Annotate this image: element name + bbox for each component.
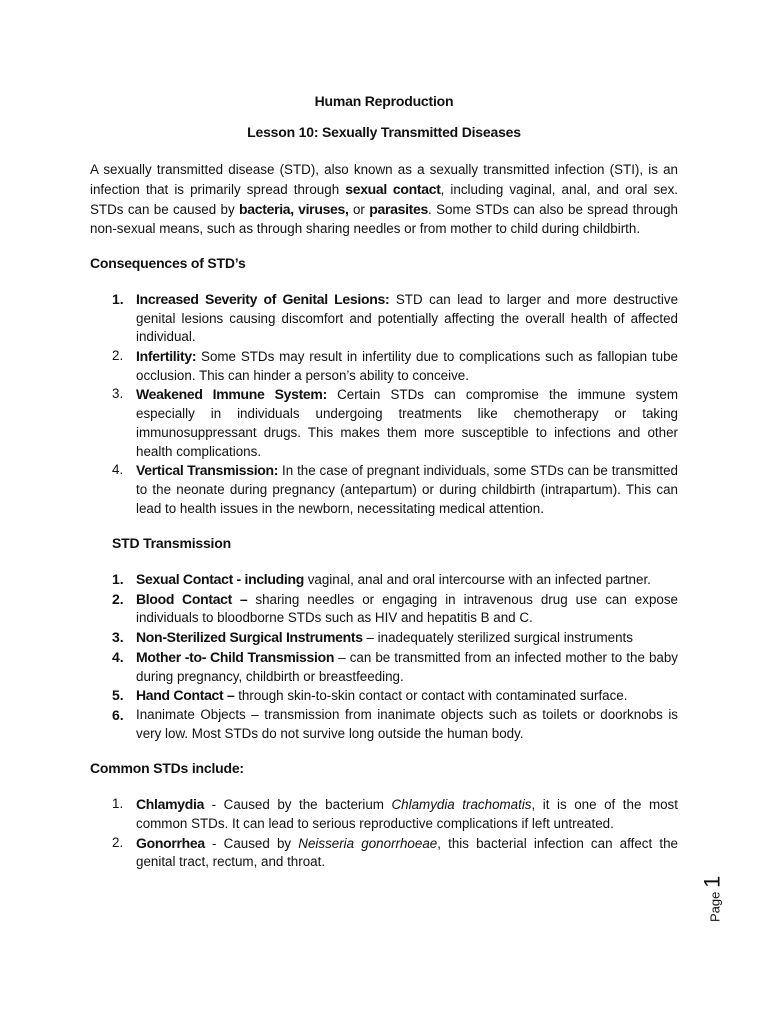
list-item [90, 834, 678, 872]
list-number: 2. [112, 590, 124, 607]
list-item-term: Mother -to- Child Transmission [136, 648, 335, 665]
intro-text: or [348, 201, 370, 217]
intro-text: , including vaginal, anal, and oral sex. STDs can be caused by [90, 182, 678, 217]
page-number-footer [699, 870, 733, 930]
common-stds-list [90, 795, 678, 872]
list-item [90, 570, 678, 590]
list-number: 2. [112, 834, 124, 850]
list-item-text: , it is one of the most common STDs. It can lead to serious reproductive complications if left untreated. [136, 797, 678, 831]
list-item-text: In the case of pregnant individuals, some STDs can be transmitted to the neonate during pregnancy (antepartum) or during childbirth (intrapartum). This can lead to health issues in the newborn, necessitating medical attention. [136, 463, 678, 516]
page-label: Page [707, 891, 723, 923]
list-number: 1. [112, 571, 124, 588]
list-item-text: sharing needles or engaging in intravenous drug use can expose individuals to bloodborne STDs such as HIV and hepatitis B and C. [136, 591, 678, 626]
list-item-term: Chlamydia [136, 796, 205, 813]
list-item-term: Non-Sterilized Surgical Instruments [136, 629, 363, 646]
list-item [90, 385, 678, 461]
list-item-text: through skin-to-skin contact or contact with contaminated surface. [234, 688, 628, 704]
consequences-heading: Consequences of STD’s [90, 255, 246, 272]
list-item-text: – can be transmitted from an infected mother to the baby during pregnancy, childbirth or breastfeeding. [136, 649, 678, 684]
list-number: 1. [112, 290, 124, 307]
list-item [90, 686, 678, 706]
list-number: 6. [112, 706, 124, 723]
intro-bold: bacteria, viruses, [239, 200, 349, 217]
list-item-text: vaginal, anal and oral intercourse with an infected partner. [304, 572, 651, 588]
list-item [90, 461, 678, 518]
list-item-text: Inanimate Objects – transmission from inanimate objects such as toilets or doorknobs is very low. Most STDs do not survive long outside the human body. [136, 706, 678, 741]
list-item [90, 795, 678, 833]
species-name: Chlamydia trachomatis [391, 797, 532, 813]
common-stds-heading: Common STDs include: [90, 760, 244, 777]
list-item-term: Gonorrhea [136, 834, 205, 851]
list-number: 3. [112, 629, 124, 646]
list-item [90, 706, 678, 743]
list-number: 4. [112, 648, 124, 665]
page-number-rotated [699, 875, 725, 923]
lesson-title: Lesson 10: Sexually Transmitted Diseases [247, 123, 521, 140]
list-item-term: Increased Severity of Genital Lesions: [136, 290, 390, 307]
list-item [90, 290, 678, 347]
document-body [90, 92, 678, 888]
list-item-text: – inadequately sterilized surgical instruments [362, 630, 633, 646]
list-number: 1. [112, 796, 124, 812]
list-item-term: Infertility: [136, 348, 197, 365]
list-item [90, 590, 678, 628]
intro-bold: sexual contact [345, 181, 441, 198]
list-item-text: Some STDs may result in infertility due to complications such as fallopian tube occlusion. This can hinder a person’s ability to conceive. [136, 349, 678, 383]
intro-text: . Some STDs can also be spread through non-sexual means, such as through sharing needles or from mother to child during childbirth. [90, 201, 678, 236]
list-item-text: , this bacterial infection can affect the genital tract, rectum, and throat. [136, 835, 678, 870]
list-item-term: Sexual Contact - including [136, 571, 304, 588]
intro-bold: parasites [369, 200, 429, 217]
list-item-text: STD can lead to larger and more destructive genital lesions causing discomfort and potentially affecting the overall health of affected individual. [136, 291, 679, 345]
consequences-list [90, 290, 678, 518]
list-item [90, 347, 678, 385]
transmission-list [90, 570, 678, 743]
intro-text: A sexually transmitted disease (STD), also known as a sexually transmitted infection (STI), is an infection that is primarily spread through [90, 162, 678, 198]
document-title: Human Reproduction [314, 93, 454, 109]
list-number: 3. [112, 386, 124, 402]
transmission-heading: STD Transmission [112, 535, 231, 552]
list-item-text: - Caused by [204, 835, 299, 851]
list-item-text: - Caused by the bacterium [204, 797, 392, 813]
list-number: 5. [112, 687, 124, 704]
list-item-term: Blood Contact – [136, 590, 248, 607]
intro-paragraph [90, 161, 678, 238]
list-number: 4. [112, 462, 124, 478]
list-item-text: Certain STDs can compromise the immune system especially in individuals undergoing treatments like chemotherapy or taking immunosuppressant drugs. This makes them more susceptible to infections and other health complications. [136, 387, 678, 459]
list-item [90, 648, 678, 686]
species-name: Neisseria gonorrhoeae [298, 835, 438, 851]
list-item [90, 628, 678, 648]
list-item-term: Hand Contact – [136, 687, 235, 704]
list-item-term: Weakened Immune System: [136, 386, 327, 403]
page-number: 1 [699, 875, 725, 888]
list-item-term: Vertical Transmission: [136, 462, 279, 479]
list-number: 2. [112, 348, 124, 364]
